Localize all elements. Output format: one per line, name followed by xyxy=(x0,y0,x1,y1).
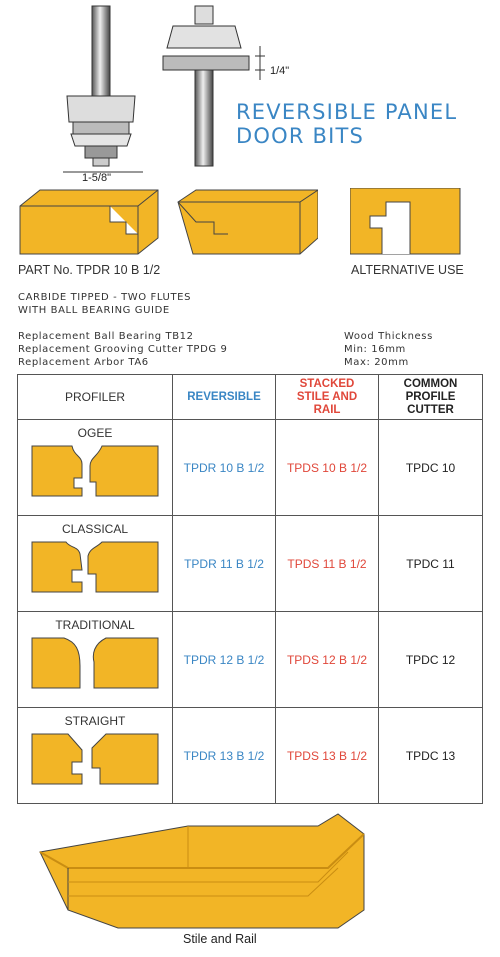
table-row xyxy=(18,612,483,708)
profile-name: TRADITIONAL xyxy=(55,618,135,632)
profile-table xyxy=(17,374,483,804)
router-bits-illustration xyxy=(55,4,285,184)
reversible-code: TPDR 13 B 1/2 xyxy=(173,708,276,804)
profile-cell xyxy=(18,708,173,804)
header-profiler: PROFILER xyxy=(18,375,173,420)
cutter-offset-dimension: 1/4" xyxy=(270,65,290,77)
common-code: TPDC 10 xyxy=(379,420,483,516)
alternative-use-illustration xyxy=(350,188,462,256)
reversible-code: TPDR 11 B 1/2 xyxy=(173,516,276,612)
profile-name: STRAIGHT xyxy=(64,714,126,728)
profile-name: OGEE xyxy=(77,426,113,440)
common-code: TPDC 12 xyxy=(379,612,483,708)
panel-joint-illustration xyxy=(18,188,318,256)
header-common: COMMON PROFILE CUTTER xyxy=(379,375,483,420)
profile-cell xyxy=(18,612,173,708)
carbide-spec: CARBIDE TIPPED - TWO FLUTES WITH BALL BEARING GUIDE xyxy=(18,292,192,316)
classical-profile-image xyxy=(30,540,160,594)
header-stacked: STACKED STILE AND RAIL xyxy=(276,375,379,420)
reversible-code: TPDR 10 B 1/2 xyxy=(173,420,276,516)
part-number: PART No. TPDR 10 B 1/2 xyxy=(18,263,161,277)
replacement-cutter: Replacement Grooving Cutter TPDG 9 xyxy=(18,344,228,355)
alternative-use-label: ALTERNATIVE USE xyxy=(351,263,464,277)
table-row xyxy=(18,516,483,612)
table-row xyxy=(18,708,483,804)
replacement-parts xyxy=(18,330,227,369)
stacked-code: TPDS 13 B 1/2 xyxy=(276,708,379,804)
stacked-code: TPDS 10 B 1/2 xyxy=(276,420,379,516)
straight-profile-image xyxy=(30,732,160,786)
common-code: TPDC 13 xyxy=(379,708,483,804)
replacement-arbor: Replacement Arbor TA6 xyxy=(18,357,149,368)
stile-and-rail-illustration xyxy=(38,812,368,930)
table-row xyxy=(18,420,483,516)
page-title: REVERSIBLE PANEL DOOR BITS xyxy=(236,100,458,148)
stacked-code: TPDS 12 B 1/2 xyxy=(276,612,379,708)
wood-thickness: Wood Thickness Min: 16mm Max: 20mm xyxy=(344,331,433,368)
bit-width-dimension: 1-5/8" xyxy=(82,172,111,184)
stile-and-rail-caption: Stile and Rail xyxy=(183,932,257,946)
header-reversible: REVERSIBLE xyxy=(173,375,276,420)
common-code: TPDC 11 xyxy=(379,516,483,612)
stacked-code: TPDS 11 B 1/2 xyxy=(276,516,379,612)
replacement-bearing: Replacement Ball Bearing TB12 xyxy=(18,331,194,342)
profile-name: CLASSICAL xyxy=(61,522,129,536)
traditional-profile-image xyxy=(30,636,160,690)
profile-cell xyxy=(18,420,173,516)
reversible-code: TPDR 12 B 1/2 xyxy=(173,612,276,708)
profile-cell xyxy=(18,516,173,612)
ogee-profile-image xyxy=(30,444,160,498)
